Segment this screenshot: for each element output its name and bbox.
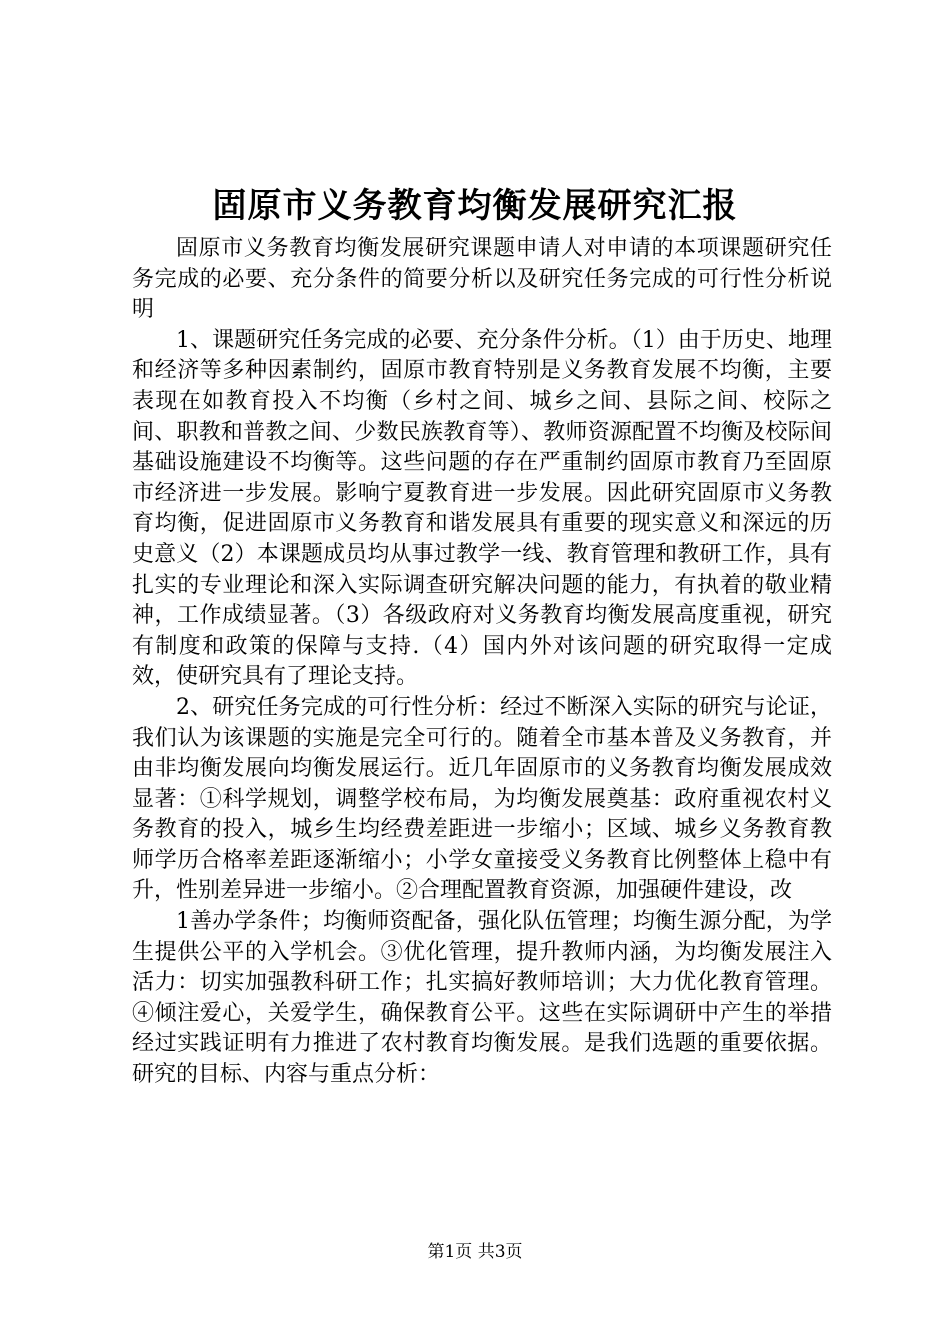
document-title: 固原市义务教育均衡发展研究汇报 — [212, 186, 738, 226]
paragraph-section-1: 1、课题研究任务完成的必要、充分条件分析。（1）由于历史、地理和经济等多种因素制约，固原市教育特别是义务教育发展不均衡，主要表现在如教育投入不均衡（乡村之间、城乡之间、县际之间、校际之间、职教和普教之间、少数民族教育等）、教师资源配置不均衡及校际间基础设施建设不均衡等。这些问题的存在严重制约固原市教育乃至固原市经济进一步发展。影响宁夏教育进一步发展。因此研究固原市义务教育均衡，促进固原市义务教育和谐发展具有重要的现实意义和深远的历史意义（2）本课题成员均从事过教学一线、教育管理和教研工作，具有扎实的专业理论和深入实际调查研究解决问题的能力，有执着的敬业精神，工作成绩显著。（3）各级政府对义务教育均衡发展高度重视，研究有制度和政策的保障与支持.（4）国内外对该问题的研究取得一定成效，使研究具有了理论支持。 — [132, 327, 832, 690]
paragraph-intro: 固原市义务教育均衡发展研究课题申请人对申请的本项课题研究任务完成的必要、充分条件的简要分析以及研究任务完成的可行性分析说明 — [132, 236, 832, 323]
paragraph-section-2: 2、研究任务完成的可行性分析：经过不断深入实际的研究与论证，我们认为该课题的实施是完全可行的。随着全市基本普及义务教育，并由非均衡发展向均衡发展运行。近几年固原市的义务教育均衡发展成效显著：①科学规划，调整学校布局，为均衡发展奠基：政府重视农村义务教育的投入，城乡生均经费差距进一步缩小；区域、城乡义务教育教师学历合格率差距逐渐缩小；小学女童接受义务教育比例整体上稳中有升，性别差异进一步缩小。②合理配置教育资源，加强硬件建设，改 — [132, 694, 832, 904]
page-footer: 第1页 共3页 — [427, 1242, 523, 1262]
paragraph-continuation: 1善办学条件；均衡师资配备，强化队伍管理；均衡生源分配，为学生提供公平的入学机会。③优化管理，提升教师内涵，为均衡发展注入活力：切实加强教科研工作；扎实搞好教师培训；大力优化教育管理。④倾注爱心，关爱学生，确保教育公平。这些在实际调研中产生的举措经过实践证明有力推进了农村教育均衡发展。是我们选题的重要依据。研究的目标、内容与重点分析： — [132, 909, 832, 1088]
document-body — [132, 234, 832, 1091]
